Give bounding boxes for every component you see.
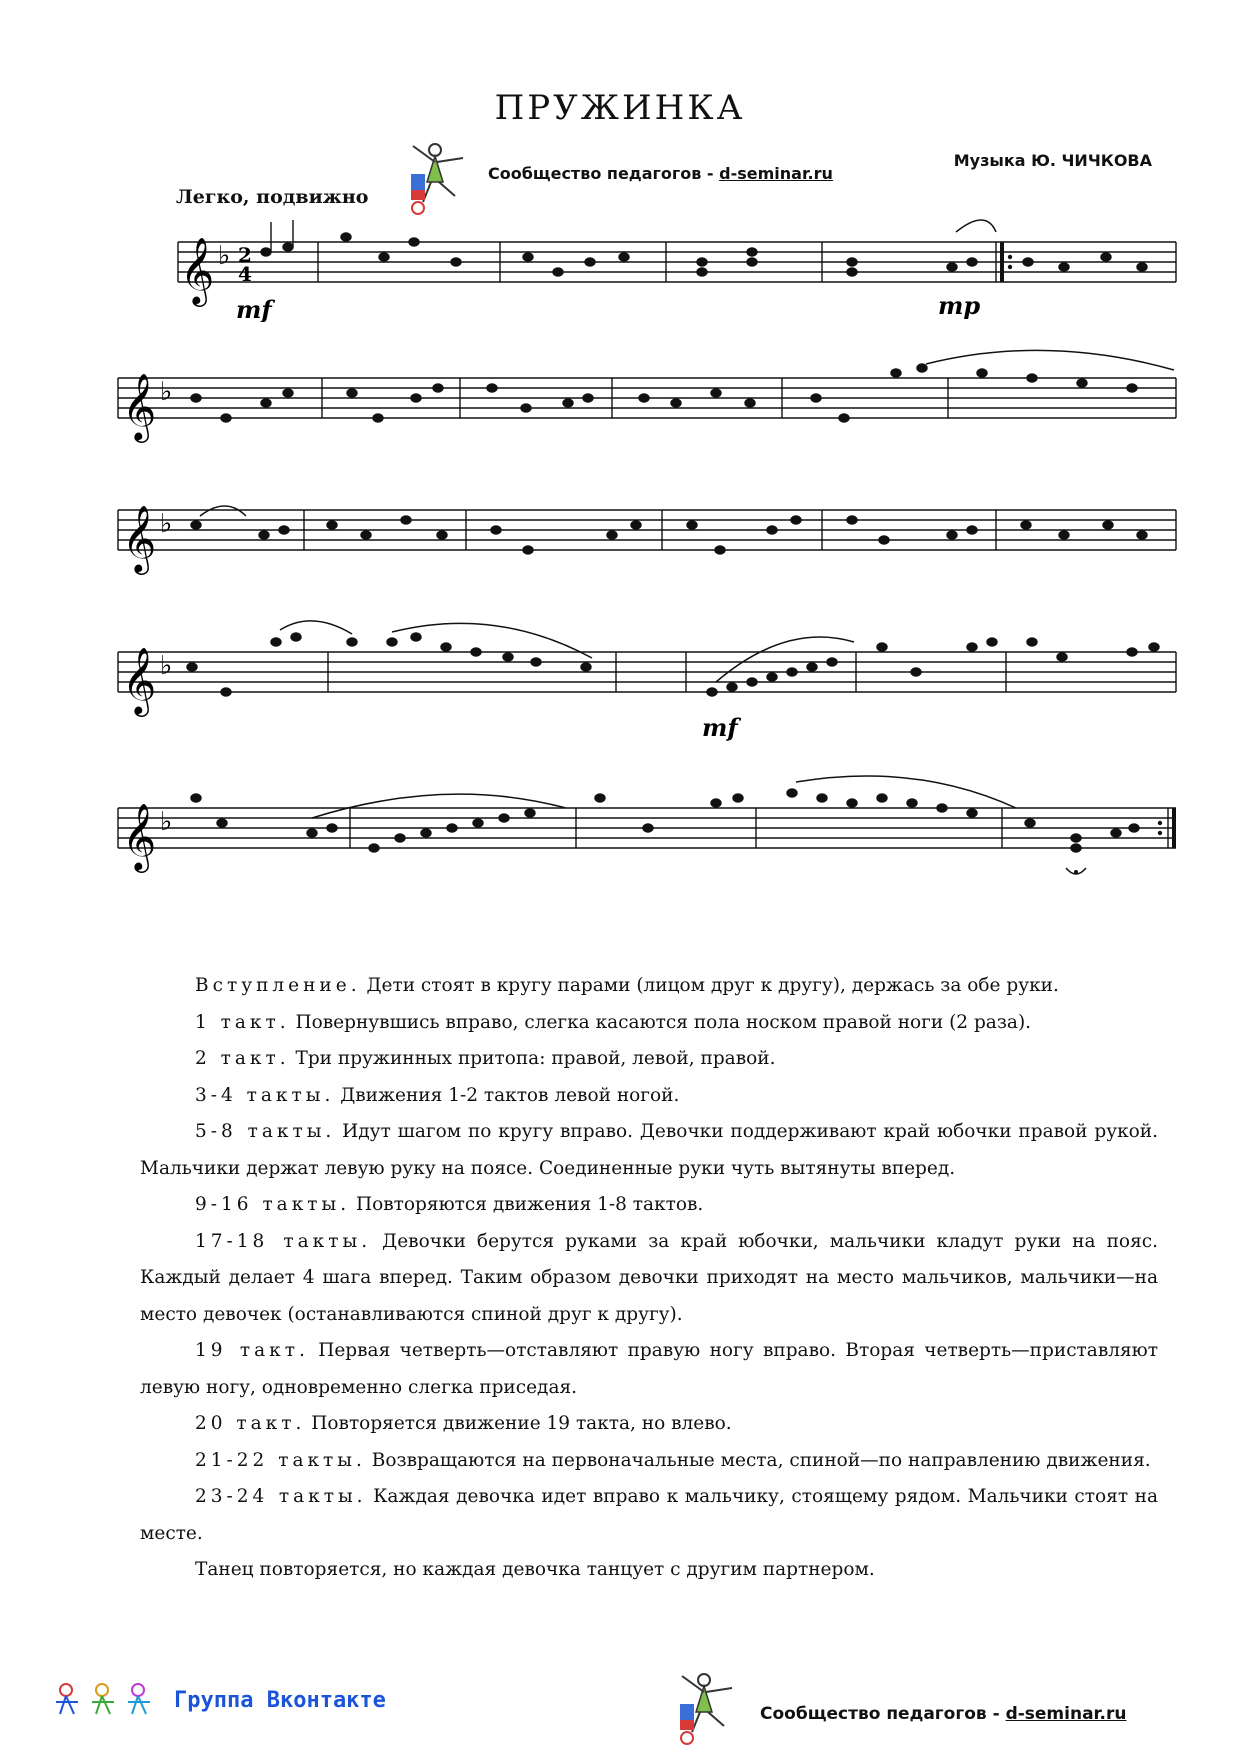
dynamic-mp: mp bbox=[938, 291, 981, 320]
staff-system-5 bbox=[116, 768, 1178, 888]
dynamic-mf: mf bbox=[236, 295, 272, 322]
dancing-children-logo-icon bbox=[405, 136, 473, 220]
footer-site-link[interactable]: d-seminar.ru bbox=[1005, 1704, 1127, 1724]
instruction-paragraph: 2 такт. Три пружинных притопа: правой, левой, правой. bbox=[195, 1048, 776, 1069]
staff-system-4 bbox=[116, 612, 1178, 742]
notes bbox=[261, 220, 1147, 276]
staff-system-2 bbox=[116, 348, 1178, 458]
header-site-link[interactable]: d-seminar.ru bbox=[719, 164, 833, 183]
staff-system-1 bbox=[116, 212, 1178, 322]
tempo-marking: Легко, подвижно bbox=[176, 186, 369, 208]
treble-clef-icon: 𝄞 bbox=[122, 802, 157, 870]
instruction-paragraph: 20 такт. Повторяется движение 19 такта, но влево. bbox=[195, 1413, 732, 1434]
instruction-paragraph: Вступление. Дети стоят в кругу парами (лицом друг к другу), держась за обе руки. bbox=[195, 975, 1059, 996]
header-community-text bbox=[488, 164, 833, 183]
footer-community-label: Сообщество педагогов - bbox=[760, 1704, 1006, 1724]
instruction-paragraph: 19 такт. Первая четверть—отставляют правую ногу вправо. Вторая четверть—приставляют левую ногу, одновременно слегка приседая. bbox=[140, 1340, 1158, 1398]
footer-community-text bbox=[760, 1704, 1126, 1724]
flat-icon: ♭ bbox=[160, 651, 173, 681]
instruction-paragraph: Танец повторяется, но каждая девочка танцует с другим партнером. bbox=[195, 1559, 875, 1580]
instruction-paragraph: 1 такт. Повернувшись вправо, слегка касаются пола носком правой ноги (2 раза). bbox=[195, 1011, 1032, 1033]
treble-clef-icon: 𝄞 bbox=[122, 372, 157, 440]
dance-instructions bbox=[140, 968, 1158, 1589]
vk-children-logo-icon[interactable] bbox=[52, 1680, 168, 1724]
treble-clef-icon: 𝄞 bbox=[122, 646, 157, 714]
vk-group-link[interactable]: Группа Вконтакте bbox=[174, 1688, 386, 1713]
flat-icon: ♭ bbox=[218, 241, 231, 271]
flat-icon: ♭ bbox=[160, 509, 173, 539]
time-signature-bottom: 4 bbox=[238, 262, 252, 286]
treble-clef-icon: 𝄞 bbox=[180, 236, 215, 304]
composer-credit: Музыка Ю. ЧИЧКОВА bbox=[953, 151, 1152, 170]
instruction-paragraph: 23-24 такты. Каждая девочка идет вправо к мальчику, стоящему рядом. Мальчики стоят на месте. bbox=[140, 1486, 1158, 1544]
instruction-paragraph: 21-22 такты. Возвращаются на первоначальные места, спиной—по направлению движения. bbox=[195, 1449, 1151, 1471]
instruction-paragraph: 9-16 такты. Повторяются движения 1-8 тактов. bbox=[195, 1194, 704, 1215]
dynamic-mf-2: mf bbox=[702, 713, 738, 742]
flat-icon: ♭ bbox=[160, 377, 173, 407]
instruction-paragraph: 17-18 такты. Девочки берутся руками за край юбочки, мальчики кладут руки на пояс. Каждый делает 4 шага вперед. Таким образом девочки приходят на место мальчиков, мальчики—на место девочек (останавливаются спиной друг к другу). bbox=[140, 1230, 1158, 1325]
flat-icon: ♭ bbox=[160, 807, 173, 837]
time-signature-top: 2 bbox=[238, 243, 252, 267]
header-community-label: Сообщество педагогов - bbox=[488, 164, 720, 183]
treble-clef-icon: 𝄞 bbox=[122, 504, 157, 572]
instruction-paragraph: 3-4 такты. Движения 1-2 тактов левой ногой. bbox=[195, 1084, 680, 1106]
dancing-children-logo-icon bbox=[674, 1666, 742, 1750]
page-title: ПРУЖИНКА bbox=[494, 88, 746, 128]
staff-system-3 bbox=[116, 480, 1178, 590]
instruction-paragraph: 5-8 такты. Идут шагом по кругу вправо. Девочки поддерживают край юбочки правой рукой. Мальчики держат левую руку на поясе. Соединенные руки чуть вытянуты вперед. bbox=[140, 1121, 1158, 1179]
